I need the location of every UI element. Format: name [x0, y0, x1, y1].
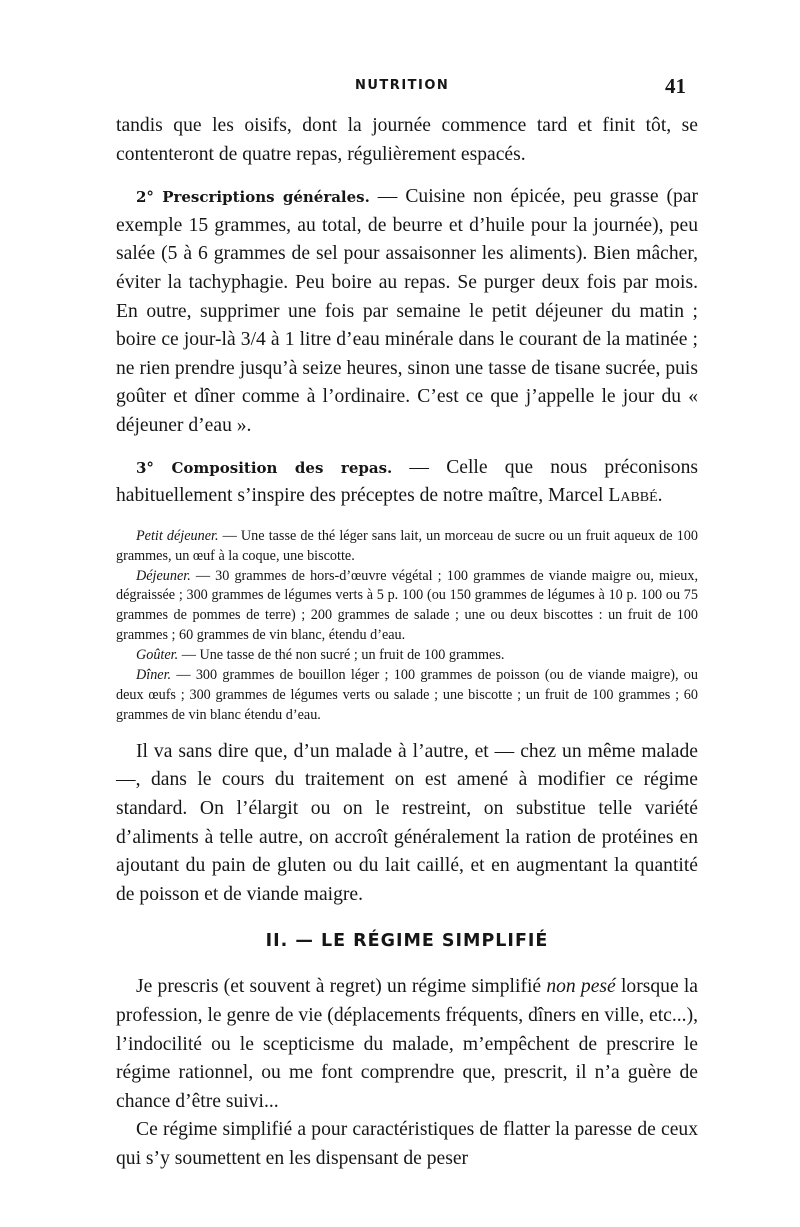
meal-text: — 300 grammes de bouillon léger ; 100 grammes de poisson (ou de viande maigre), ou deux œufs ; 300 grammes de légumes verts ou salade ; une biscotte ; un fruit de 100 grammes ; 60 grammes de vin blanc étendu d’eau.: [116, 667, 698, 723]
meal-text: — 30 grammes de hors-d’œuvre végétal ; 100 grammes de viande maigre ou, mieux, dégraissée ; 300 grammes de légumes verts à 5 p. 100 (ou 150 grammes de légumes à 10 p. 100 ou 75 grammes de pommes de terre) ; 200 grammes de salade ; une ou deux biscottes : un fruit de 100 grammes ; 60 grammes de vin blanc, étendu d’eau.: [116, 567, 698, 644]
page-body: [116, 112, 698, 1174]
simplified-text-after: lorsque la profession, le genre de vie (déplacements fréquents, dîners en ville, etc...), l’indocilité ou le scepticisme du malade, m’empêchent de prescrire le régime rationnel, ou me font comprendre que, prescrit, il n’a guère de chance d’être suivi...: [116, 976, 698, 1112]
meal-item: [116, 666, 698, 726]
paragraph-adjustments: Il va sans dire que, d’un malade à l’autre, et — chez un même malade —, dans le cours du traitement on est amené à modifier ce régime standard. On l’élargit ou on le restreint, on substitue telle variété d’aliments à telle autre, on accroît généralement la ration de protéines en ajoutant du pain de gluten ou du lait caillé, et en augmentant la quantité de poisson et de viande maigre.: [116, 740, 698, 905]
meal-label: Goûter.: [136, 647, 179, 664]
paragraph-simplified-characteristics: Ce régime simplifié a pour caractéristiques de flatter la paresse de ceux qui s’y soumettent en les dispensant de peser: [116, 1119, 698, 1169]
heading-meal-composition: 3° Composition des repas.: [136, 458, 393, 477]
meal-item: [116, 527, 698, 567]
meal-item: [116, 567, 698, 647]
page-number: 41: [665, 74, 686, 98]
heading-general-prescriptions: 2° Prescriptions générales.: [136, 188, 370, 207]
meal-label: Petit déjeuner.: [136, 527, 219, 544]
author-name: Labbé.: [608, 485, 663, 507]
paragraph-general-prescriptions: [116, 183, 698, 440]
meal-label: Déjeuner.: [136, 567, 191, 584]
meal-text: — Une tasse de thé non sucré ; un fruit de 100 grammes.: [178, 647, 505, 664]
meal-plan: [116, 527, 698, 726]
meal-text: — Une tasse de thé léger sans lait, un morceau de sucre ou un fruit aqueux de 100 grammes, un œuf à la coque, une biscotte.: [116, 527, 698, 564]
meal-item: [116, 646, 698, 666]
simplified-emphasis: non pesé: [546, 976, 616, 998]
paragraph-simplified-regime: [116, 973, 698, 1116]
general-prescriptions-text: — Cuisine non épicée, peu grasse (par exemple 15 grammes, au total, de beurre et d’huile pour la journée), peu salée (5 à 6 grammes de sel pour assaisonner les aliments). Bien mâcher, éviter la tachyphagie. Peu boire au repas. Se purger deux fois par mois. En outre, supprimer une fois par semaine le petit déjeuner du matin ; boire ce jour-là 3/4 à 1 litre d’eau minérale dans le courant de la matinée ; ne rien prendre jusqu’à seize heures, sinon une tasse de tisane sucrée, puis goûter et dîner comme à l’ordinaire. C’est ce que j’appelle le jour du « déjeuner d’eau ».: [116, 186, 698, 436]
paragraph-meal-composition: [116, 454, 698, 511]
running-title: NUTRITION: [355, 78, 450, 93]
meal-label: Dîner.: [136, 667, 172, 684]
page-header: [0, 74, 800, 100]
paragraph-continuation: tandis que les oisifs, dont la journée commence tard et finit tôt, se contenteront de quatre repas, régulièrement espacés.: [116, 115, 698, 165]
meal-composition-text: — Celle que nous préconisons habituellement s’inspire des préceptes de notre maître, Marcel: [116, 456, 699, 507]
simplified-text-before: Je prescris (et souvent à regret) un régime simplifié: [136, 976, 547, 998]
section-title: II. — LE RÉGIME SIMPLIFIÉ: [265, 931, 549, 952]
